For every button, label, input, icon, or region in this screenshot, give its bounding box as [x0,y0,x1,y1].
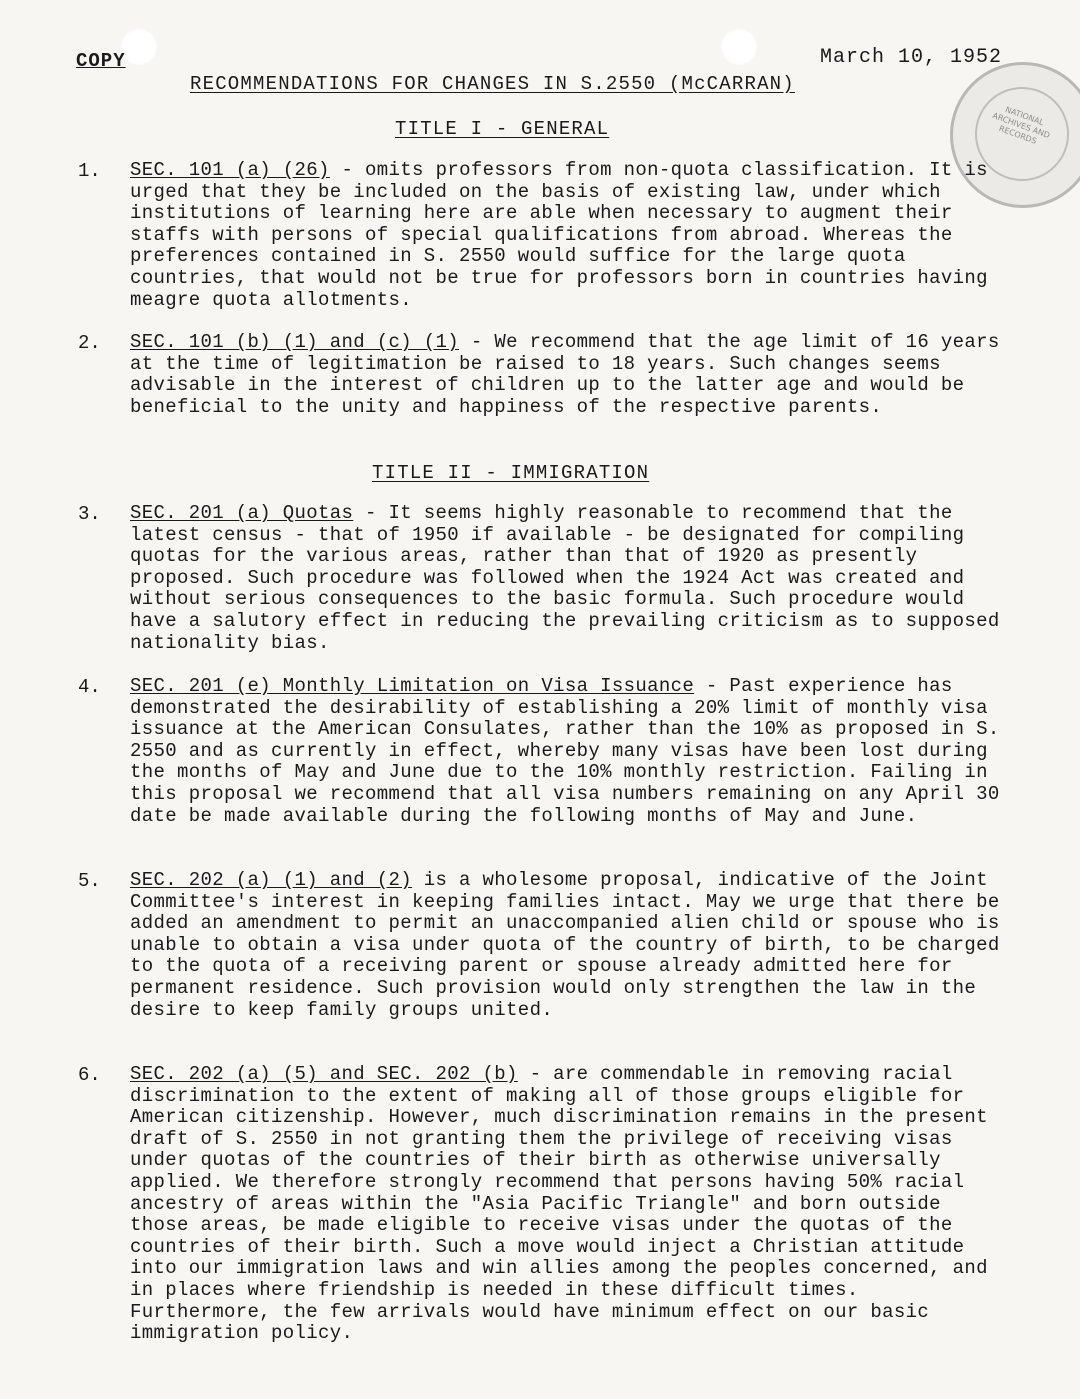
item-number: 3. [78,503,101,525]
item-number: 6. [78,1064,101,1086]
item-heading: SEC. 201 (e) Monthly Limitation on Visa Issuance [130,675,695,697]
item-text: - omits professors from non-quota classification. It is urged that they be included on the basis of existing law, under which institutions of learning here are able when necessary to augment their staffs with persons of special qualifications from abroad. Whereas the preferences contained in S. 2550 would suffice for the large quota countries, that would not be true for professors born in countries having meagre quota allotments. [130,159,988,311]
document-title: RECOMMENDATIONS FOR CHANGES IN S.2550 (McCARRAN) [190,73,795,95]
item-text: - are commendable in removing racial discrimination to the extent of making all of those groups eligible for American citizenship. However, much discrimination remains in the present draft of S. 2550 in not granting them the privilege of receiving visas under quotas of the countries of their birth as otherwise universally applied. We therefore strongly recommend that persons having 50% racial ancestry of areas within the "Asia Pacific Triangle" and born outside those areas, be made eligible to receive visas under the quotas of the countries of their birth. Such a move would inject a Christian attitude into our immigration laws and win allies among the peoples concerned, and in places where friendship is needed in these difficult times. Furthermore, the few arrivals would have minimum effect on our basic immigration policy. [130,1063,988,1345]
item-heading: SEC. 101 (b) (1) and (c) (1) [130,331,460,353]
item-body [130,870,1010,1021]
item-text: - It seems highly reasonable to recommend that the latest census - that of 1950 if available - be designated for compiling quotas for the various areas, rather than that of 1920 as presently proposed. Such procedure was followed when the 1924 Act was created and without serious consequences to the basic formula. Such procedure would have a salutory effect in reducing the prevailing criticism as to supposed nationality bias. [130,502,1000,654]
punch-hole [720,28,758,66]
item-number: 1. [78,160,101,182]
item-text: is a wholesome proposal, indicative of the Joint Committee's interest in keeping families intact. May we urge that there be added an amendment to permit an unaccompanied alien child or spouse who is unable to obtain a visa under quota of the country of birth, to be charged to the quota of a receiving parent or spouse already admitted here for permanent residence. Such provision would only strengthen the law in the desire to keep family groups united. [130,869,1000,1021]
item-body [130,503,1010,654]
section-title-immigration: TITLE II - IMMIGRATION [372,462,650,484]
section-title-general: TITLE I - GENERAL [395,118,610,140]
item-body [130,676,1010,827]
item-heading: SEC. 201 (a) Quotas [130,502,354,524]
item-number: 5. [78,870,101,892]
item-text: - Past experience has demonstrated the desirability of establishing a 20% limit of monthly visa issuance at the American Consulates, rather than the 10% as proposed in S. 2550 and as currently in effect, whereby many visas have been lost during the months of May and June due to the 10% monthly restriction. Failing in this proposal we recommend that all visa numbers remaining on any April 30 date be made available during the following months of May and June. [130,675,1000,827]
item-body [130,1064,1010,1345]
item-heading: SEC. 202 (a) (5) and SEC. 202 (b) [130,1063,518,1085]
document-date: March 10, 1952 [820,46,1003,69]
item-body [130,160,1010,311]
stamp-text: NATIONAL ARCHIVES AND RECORDS [991,105,1052,146]
item-number: 2. [78,332,101,354]
item-heading: SEC. 101 (a) (26) [130,159,330,181]
item-body [130,332,1010,418]
punch-hole [120,28,158,66]
item-number: 4. [78,676,101,698]
item-heading: SEC. 202 (a) (1) and (2) [130,869,413,891]
item-text: - We recommend that the age limit of 16 years at the time of legitimation be raised to 18 years. Such changes seems advisable in the interest of children up to the latter age and would be beneficial to the unity and happiness of the respective parents. [130,331,1000,418]
copy-label: COPY [76,50,126,72]
